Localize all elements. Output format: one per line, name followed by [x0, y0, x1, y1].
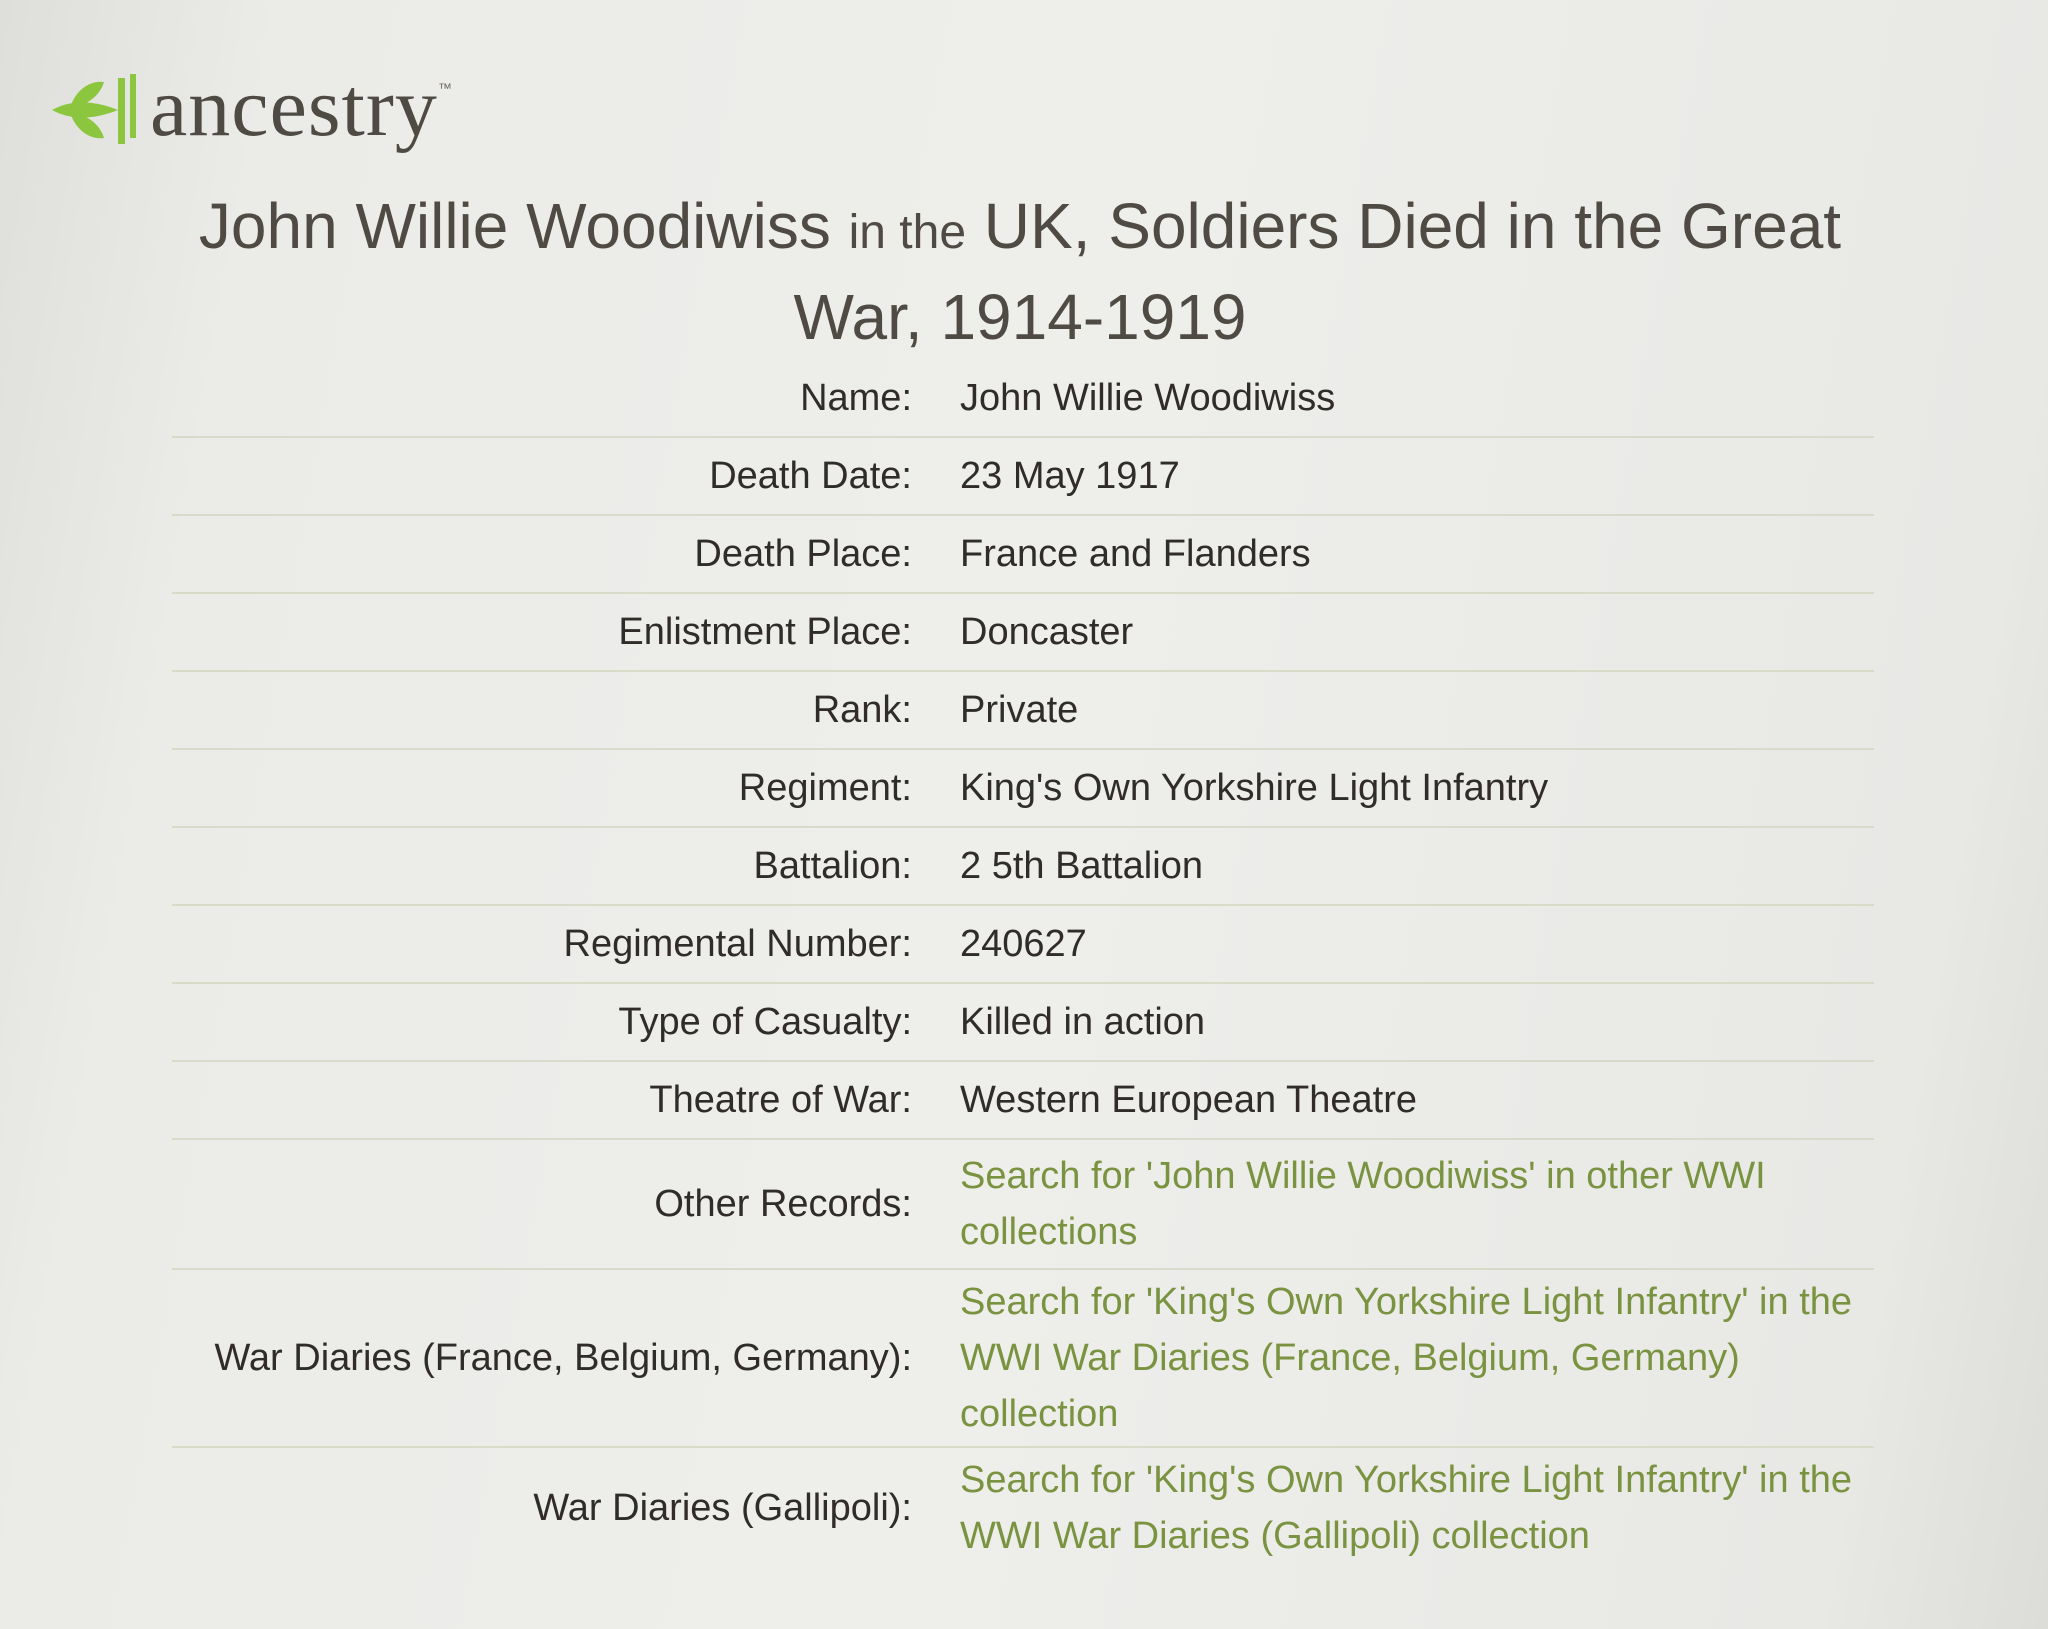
field-label: Type of Casualty: — [172, 983, 960, 1061]
record-row-death-date — [172, 437, 1874, 515]
field-value: Doncaster — [960, 593, 1874, 671]
record-row-death-place — [172, 515, 1874, 593]
field-label: Name: — [172, 360, 960, 437]
field-label: War Diaries (France, Belgium, Germany): — [172, 1269, 960, 1447]
field-value: Western European Theatre — [960, 1061, 1874, 1139]
field-label: Rank: — [172, 671, 960, 749]
war-diaries-france-search-link[interactable]: Search for 'King's Own Yorkshire Light Infantry' in the WWI War Diaries (France, Belgium, Germany) collection — [960, 1269, 1874, 1447]
field-value: 2 5th Battalion — [960, 827, 1874, 905]
field-label: Theatre of War: — [172, 1061, 960, 1139]
record-row-regimental-number — [172, 905, 1874, 983]
record-row-war-diaries-gallipoli — [172, 1447, 1874, 1568]
field-value: King's Own Yorkshire Light Infantry — [960, 749, 1874, 827]
field-value: 240627 — [960, 905, 1874, 983]
field-value: Private — [960, 671, 1874, 749]
page-title — [170, 184, 1870, 359]
trademark-mark: ™ — [437, 80, 452, 96]
field-label: Death Place: — [172, 515, 960, 593]
other-records-search-link[interactable]: Search for 'John Willie Woodiwiss' in other WWI collections — [960, 1139, 1874, 1269]
record-row-regiment — [172, 749, 1874, 827]
logo-wordmark: ancestry — [150, 61, 438, 154]
ancestry-logo[interactable] — [48, 61, 452, 154]
field-value: France and Flanders — [960, 515, 1874, 593]
field-label: Other Records: — [172, 1139, 960, 1269]
record-details-table — [172, 360, 1874, 1568]
title-person-name: John Willie Woodiwiss — [198, 190, 831, 262]
field-label: Enlistment Place: — [172, 593, 960, 671]
field-label: Regiment: — [172, 749, 960, 827]
field-value: 23 May 1917 — [960, 437, 1874, 515]
war-diaries-gallipoli-search-link[interactable]: Search for 'King's Own Yorkshire Light Infantry' in the WWI War Diaries (Gallipoli) collection — [960, 1459, 1853, 1557]
field-label: War Diaries (Gallipoli): — [533, 1487, 912, 1529]
field-value: John Willie Woodiwiss — [960, 360, 1874, 437]
record-row-enlistment-place — [172, 593, 1874, 671]
field-label: Battalion: — [172, 827, 960, 905]
title-collection-name: UK, Soldiers Died in the Great War, 1914-1919 — [793, 190, 1842, 353]
field-value: Killed in action — [960, 983, 1874, 1061]
title-connector: in the — [848, 206, 967, 259]
record-row-rank — [172, 671, 1874, 749]
record-row-type-of-casualty — [172, 983, 1874, 1061]
record-row-war-diaries-france — [172, 1269, 1874, 1447]
record-row-theatre-of-war — [172, 1061, 1874, 1139]
field-label: Death Date: — [172, 437, 960, 515]
record-row-name — [172, 360, 1874, 437]
record-row-other-records — [172, 1139, 1874, 1269]
record-row-battalion — [172, 827, 1874, 905]
field-label: Regimental Number: — [172, 905, 960, 983]
leaf-icon — [48, 68, 140, 148]
